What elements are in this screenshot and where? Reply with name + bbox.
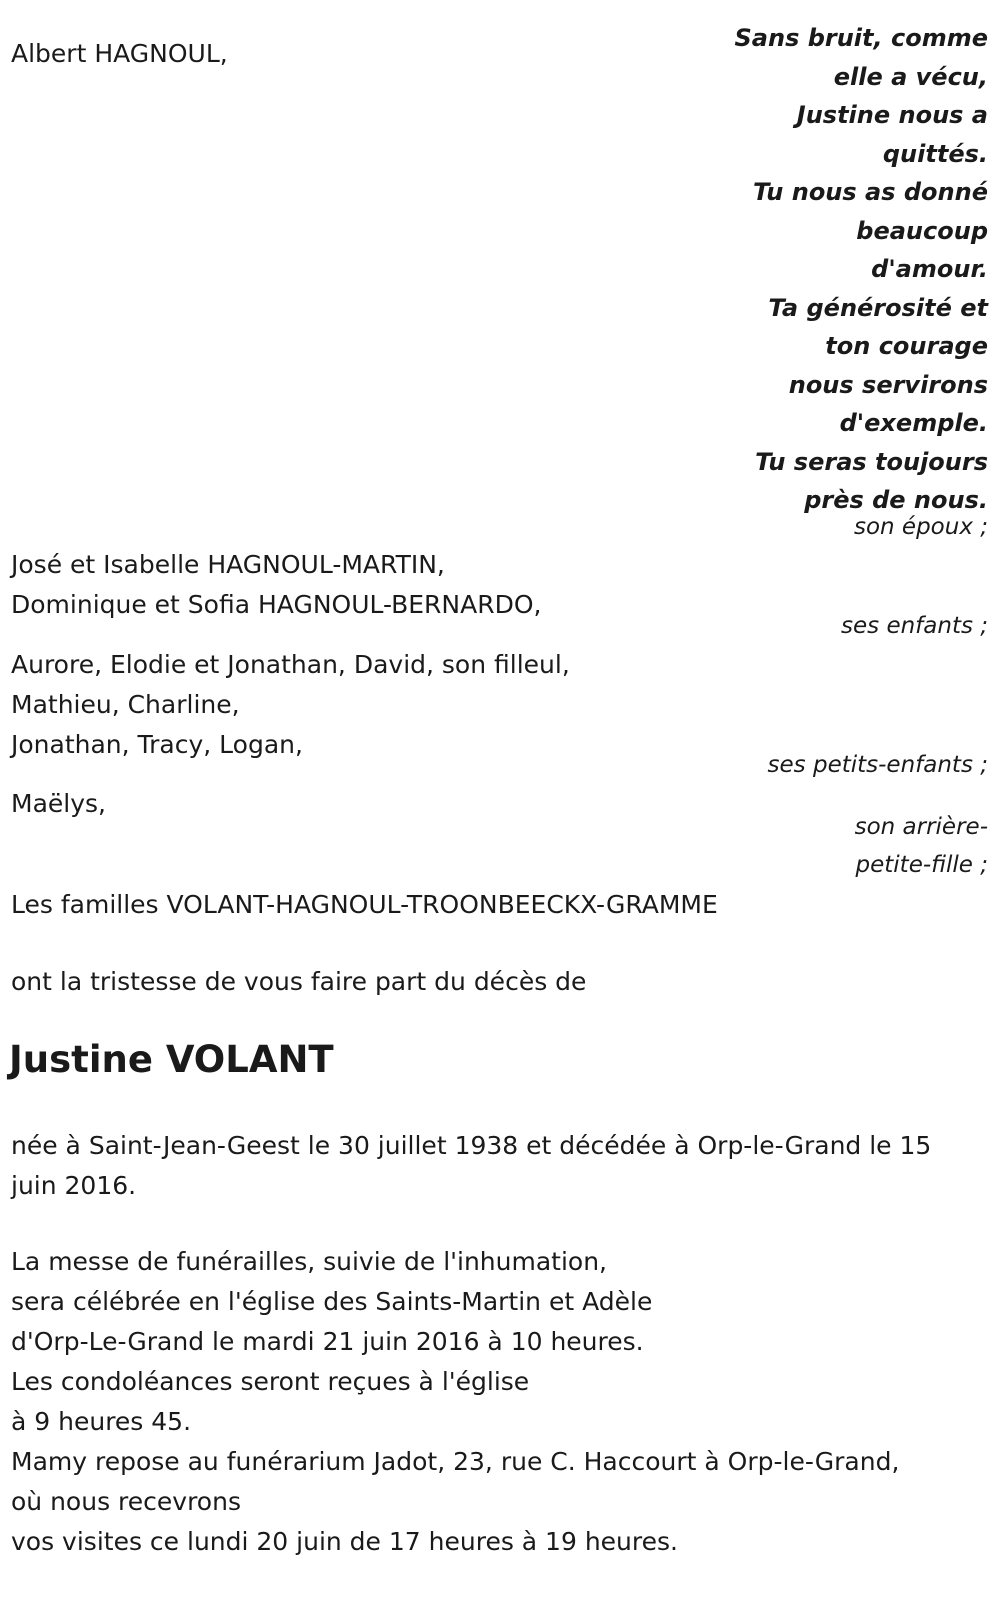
poem xyxy=(735,19,989,520)
birth-death-line: née à Saint-Jean-Geest le 30 juillet 1938 et décédée à Orp-le-Grand le 15 xyxy=(11,1131,932,1160)
ceremony-line: où nous recevrons xyxy=(11,1487,241,1516)
relation-line: son arrière- xyxy=(854,814,988,840)
announcement-line: ont la tristesse de vous faire part du décès de xyxy=(11,967,587,996)
grandchildren-names xyxy=(11,645,570,765)
child-line: Dominique et Sofia HAGNOUL-BERNARDO, xyxy=(11,590,542,619)
birth-death-line: juin 2016. xyxy=(11,1171,137,1200)
child-line: José et Isabelle HAGNOUL-MARTIN, xyxy=(11,550,445,579)
great-grandchild-name: Maëlys, xyxy=(11,789,106,818)
poem-line: ton courage xyxy=(825,332,988,360)
poem-line: Ta générosité et xyxy=(768,293,988,322)
ceremony-details xyxy=(11,1242,899,1562)
poem-line: quittés. xyxy=(882,139,988,168)
grandchild-line: Mathieu, Charline, xyxy=(11,690,240,719)
poem-line: Tu seras toujours xyxy=(755,447,988,476)
relation-line: petite-fille ; xyxy=(855,852,988,878)
ceremony-line: La messe de funérailles, suivie de l'inhumation, xyxy=(11,1247,607,1276)
grandchild-line: Aurore, Elodie et Jonathan, David, son filleul, xyxy=(11,650,570,679)
ceremony-line: Les condoléances seront reçues à l'église xyxy=(11,1367,530,1396)
ceremony-line: à 9 heures 45. xyxy=(11,1407,192,1436)
deceased-name: Justine VOLANT xyxy=(9,1038,334,1081)
poem-line: d'amour. xyxy=(871,255,988,283)
birth-death xyxy=(11,1126,931,1206)
husband-relation: son époux ; xyxy=(853,514,988,540)
children-names xyxy=(11,545,541,625)
children-relation: ses enfants ; xyxy=(841,613,988,639)
husband-name: Albert HAGNOUL, xyxy=(11,39,228,68)
poem-line: elle a vécu, xyxy=(833,62,988,91)
ceremony-line: d'Orp-Le-Grand le mardi 21 juin 2016 à 10 heures. xyxy=(11,1327,644,1356)
poem-line: près de nous. xyxy=(804,486,988,514)
families-line: Les familles VOLANT-HAGNOUL-TROONBEECKX-GRAMME xyxy=(11,890,718,919)
poem-line: d'exemple. xyxy=(839,409,988,437)
poem-line: beaucoup xyxy=(856,216,988,245)
great-grandchild-relation xyxy=(855,808,988,884)
poem-line: Justine nous a xyxy=(796,101,988,129)
poem-line: nous servirons xyxy=(788,370,988,399)
poem-line: Tu nous as donné xyxy=(753,178,988,206)
ceremony-line: vos visites ce lundi 20 juin de 17 heures à 19 heures. xyxy=(11,1527,678,1556)
grandchildren-relation: ses petits-enfants ; xyxy=(767,752,988,778)
poem-line: Sans bruit, comme xyxy=(734,24,988,52)
ceremony-line: sera célébrée en l'église des Saints-Martin et Adèle xyxy=(11,1287,653,1316)
ceremony-line: Mamy repose au funérarium Jadot, 23, rue C. Haccourt à Orp-le-Grand, xyxy=(11,1447,900,1476)
grandchild-line: Jonathan, Tracy, Logan, xyxy=(11,730,303,759)
